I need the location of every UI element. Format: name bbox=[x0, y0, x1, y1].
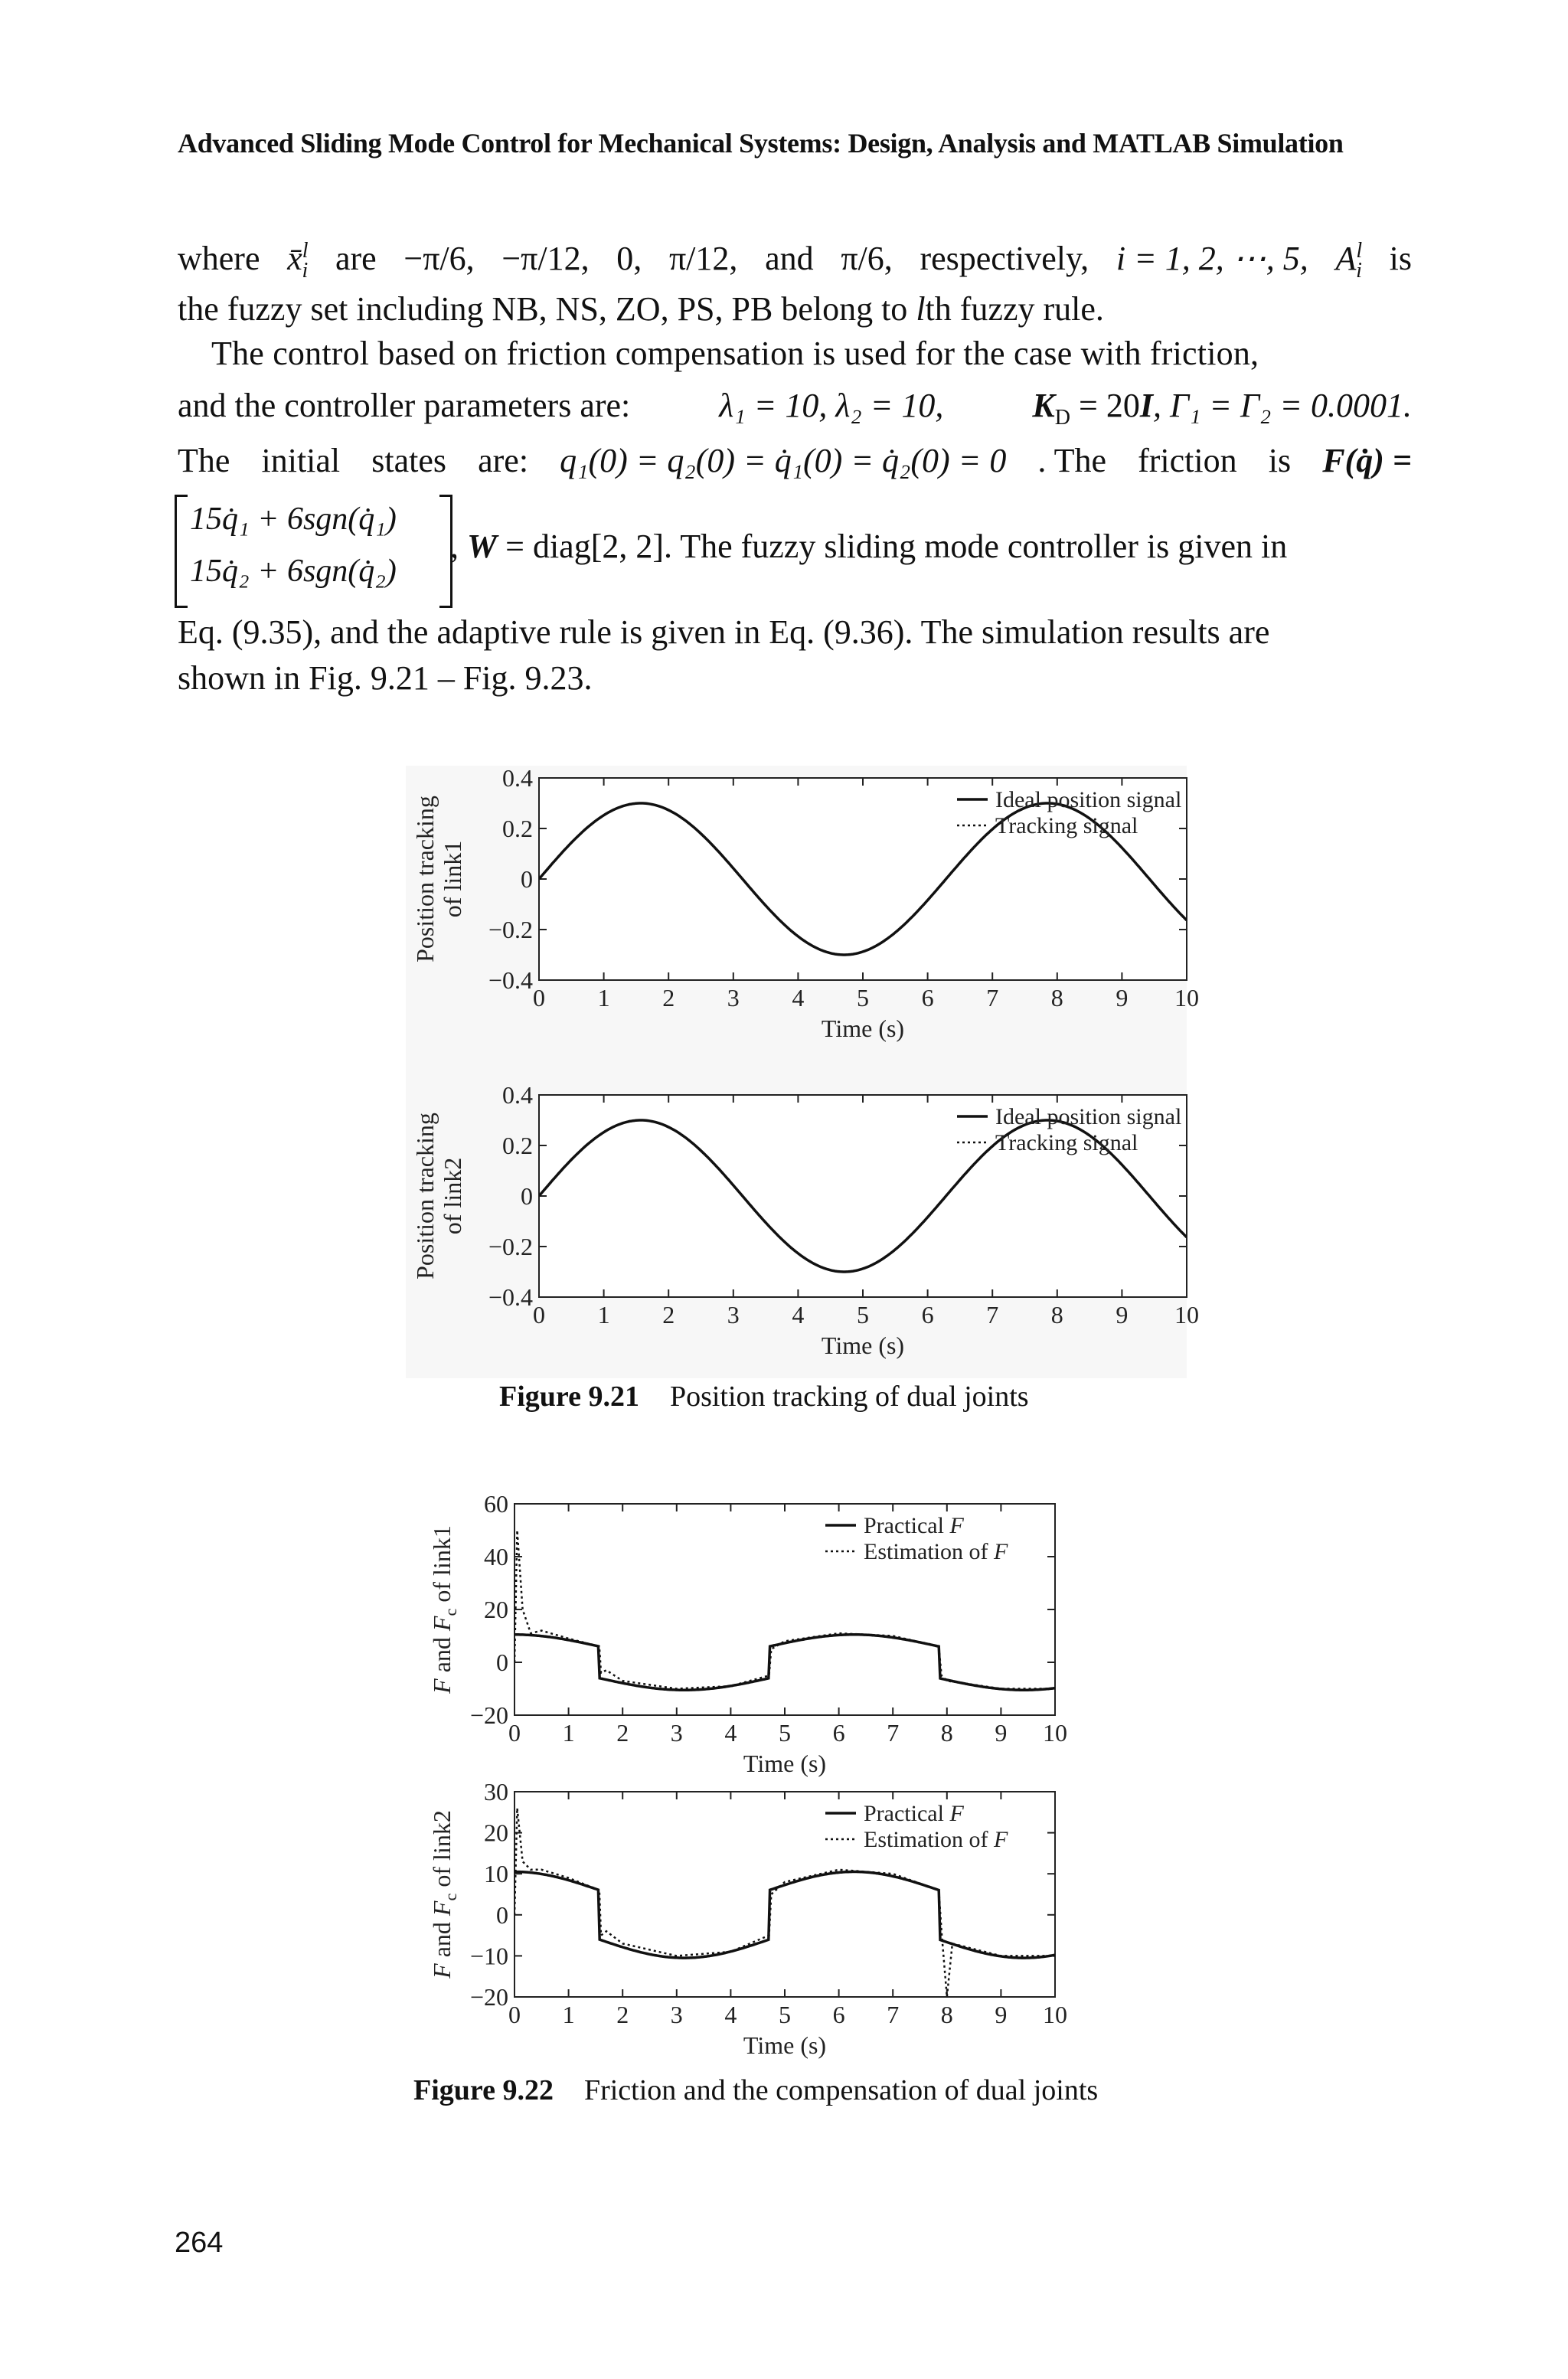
y-axis-label-part: F bbox=[428, 1616, 456, 1632]
y-tick-label: 0 bbox=[496, 1900, 508, 1929]
word: friction bbox=[1138, 442, 1237, 479]
x-tick-label: 7 bbox=[986, 984, 999, 1011]
y-axis-label-part: of link1 bbox=[428, 1525, 456, 1609]
legend-label-part: Estimation of bbox=[864, 1827, 994, 1852]
y-axis-label bbox=[428, 1810, 460, 1979]
word: is bbox=[1268, 442, 1292, 479]
caption-label: Figure 9.22 bbox=[413, 2074, 554, 2106]
text: th fuzzy rule. bbox=[925, 290, 1104, 328]
x-tick-label: 5 bbox=[857, 984, 869, 1011]
figure-9-21 bbox=[406, 764, 1199, 1378]
legend-label-part: F bbox=[993, 1539, 1008, 1564]
chart-link1-friction bbox=[428, 1490, 1067, 1777]
x-tick-label: 2 bbox=[616, 2001, 629, 2028]
matrix-row-2: 15q̇₂ + 6sgn(q̇₂) bbox=[190, 554, 397, 589]
y-axis-label-part: F bbox=[428, 1678, 456, 1694]
para1-line1 bbox=[178, 239, 1412, 283]
y-axis-label-part: and bbox=[428, 1631, 456, 1679]
x-tick-label: 0 bbox=[508, 2001, 521, 2028]
x-tick-label: 3 bbox=[670, 1719, 683, 1747]
y-tick-label: 0 bbox=[496, 1649, 508, 1676]
y-axis-label-part: c bbox=[441, 1893, 460, 1901]
x-tick-label: 4 bbox=[724, 2001, 737, 2028]
y-tick-label: 20 bbox=[484, 1819, 508, 1847]
rule-index: l bbox=[916, 290, 926, 328]
y-tick-label: 0 bbox=[521, 1182, 533, 1210]
word: respectively, bbox=[920, 240, 1089, 277]
y-axis-label-part: of link2 bbox=[428, 1810, 456, 1894]
x-tick-label: 10 bbox=[1174, 1301, 1199, 1328]
legend-label bbox=[864, 1827, 1008, 1852]
legend-label-part: Practical bbox=[864, 1801, 950, 1826]
x-tick-label: 6 bbox=[921, 984, 934, 1011]
y-axis-label-part: and bbox=[428, 1916, 456, 1964]
para2-line5: Eq. (9.35), and the adaptive rule is given in Eq. (9.36). The simulation results are bbox=[178, 613, 1270, 651]
legend-label bbox=[864, 1801, 964, 1826]
figure-9-22 bbox=[421, 1485, 1156, 2067]
para2-line2 bbox=[178, 386, 1412, 430]
value: π/12, bbox=[668, 240, 738, 277]
x-tick-label: 1 bbox=[597, 1301, 610, 1328]
y-axis-label-part: F bbox=[428, 1900, 456, 1917]
x-tick-label: 4 bbox=[792, 984, 805, 1011]
chart-link2-friction bbox=[428, 1778, 1067, 2059]
x-tick-label: 7 bbox=[887, 2001, 900, 2028]
text: the fuzzy set including NB, NS, ZO, PS, PB belong to bbox=[178, 290, 908, 328]
page-number: 264 bbox=[175, 2227, 224, 2259]
word: is bbox=[1389, 240, 1412, 277]
word: are bbox=[335, 240, 377, 277]
friction-symbol: F(q̇) = bbox=[1322, 442, 1412, 479]
para2-line4 bbox=[450, 527, 1412, 566]
x-tick-label: 6 bbox=[832, 1719, 845, 1747]
x-tick-label: 8 bbox=[1050, 1301, 1063, 1328]
x-tick-label: 4 bbox=[724, 1719, 737, 1747]
x-tick-label: 6 bbox=[832, 2001, 845, 2028]
legend-label bbox=[864, 1539, 1008, 1564]
y-axis-label: Position tracking bbox=[411, 796, 439, 962]
x-tick-label: 0 bbox=[533, 1301, 545, 1328]
x-tick-label: 4 bbox=[792, 1301, 805, 1328]
legend-label-part: F bbox=[993, 1827, 1008, 1852]
running-header: Advanced Sliding Mode Control for Mechanical Systems: Design, Analysis and MATLAB Simulation bbox=[178, 128, 1344, 158]
x-axis-label: Time (s) bbox=[743, 1750, 827, 1777]
y-tick-label: 30 bbox=[484, 1778, 508, 1805]
y-tick-label: −0.4 bbox=[488, 1283, 533, 1311]
x-tick-label: 2 bbox=[662, 984, 675, 1011]
gain-param: $K_D = 20I$, Γ₁ = Γ₂ = 0.0001. bbox=[1032, 387, 1412, 430]
y-tick-label: 40 bbox=[484, 1543, 508, 1570]
x-tick-label: 9 bbox=[995, 1719, 1008, 1747]
x-tick-label: 1 bbox=[562, 1719, 575, 1747]
text: The control based on friction compensation is used for the case with friction, bbox=[211, 335, 1259, 372]
y-axis-label-part: c bbox=[441, 1608, 460, 1616]
plot-frame bbox=[514, 1504, 1055, 1715]
x-tick-label: 3 bbox=[670, 2001, 683, 2028]
value: 0, bbox=[616, 240, 642, 277]
plot-frame bbox=[514, 1792, 1055, 1997]
y-axis-label-part: F bbox=[428, 1963, 456, 1979]
y-axis-label: of link2 bbox=[439, 1157, 466, 1235]
matrix-tail: , W = diag[2, 2]. The fuzzy sliding mode controller is given in bbox=[450, 528, 1288, 565]
x-tick-label: 2 bbox=[662, 1301, 675, 1328]
fuzzy-set-symbol: $A^l_i$ bbox=[1335, 239, 1363, 283]
x-tick-label: 7 bbox=[887, 1719, 900, 1747]
x-tick-label: 9 bbox=[995, 2001, 1008, 2028]
y-tick-label: 0.2 bbox=[502, 1132, 533, 1159]
y-tick-label: 20 bbox=[484, 1596, 508, 1623]
legend-label-part: Estimation of bbox=[864, 1539, 994, 1564]
value: −π/6, bbox=[403, 240, 475, 277]
lambda-params: λ₁ = 10, λ₂ = 10, bbox=[719, 387, 944, 424]
bracket-left bbox=[175, 495, 188, 608]
y-tick-label: −0.4 bbox=[488, 966, 533, 994]
x-tick-label: 10 bbox=[1043, 1719, 1067, 1747]
x-tick-label: 5 bbox=[779, 1719, 791, 1747]
legend-label-part: F bbox=[949, 1513, 964, 1538]
y-tick-label: −10 bbox=[469, 1942, 508, 1970]
y-tick-label: 10 bbox=[484, 1860, 508, 1888]
caption-text: Friction and the compensation of dual joints bbox=[583, 2074, 1099, 2106]
legend-label bbox=[864, 1513, 964, 1538]
para2-line3 bbox=[178, 441, 1412, 480]
x-tick-label: 8 bbox=[1050, 984, 1063, 1011]
y-tick-label: 60 bbox=[484, 1490, 508, 1518]
x-tick-label: 10 bbox=[1174, 984, 1199, 1011]
x-tick-label: 9 bbox=[1116, 984, 1129, 1011]
y-axis-label: Position tracking bbox=[411, 1113, 439, 1279]
x-tick-label: 2 bbox=[616, 1719, 629, 1747]
para2-line1 bbox=[211, 334, 1412, 373]
x-tick-label: 0 bbox=[533, 984, 545, 1011]
caption-label: Figure 9.21 bbox=[499, 1381, 639, 1413]
y-tick-label: −0.2 bbox=[488, 916, 533, 943]
x-tick-label: 8 bbox=[940, 2001, 953, 2028]
x-axis-label: Time (s) bbox=[743, 2031, 827, 2059]
word: and bbox=[765, 240, 814, 277]
figure-9-21-caption bbox=[499, 1380, 1029, 1413]
y-tick-label: 0.2 bbox=[502, 815, 533, 842]
y-tick-label: −0.2 bbox=[488, 1233, 533, 1260]
x-tick-label: 0 bbox=[508, 1719, 521, 1747]
value: −π/12, bbox=[501, 240, 590, 277]
word: states bbox=[371, 442, 447, 479]
y-axis-label: of link1 bbox=[439, 840, 466, 918]
x-tick-label: 5 bbox=[779, 2001, 791, 2028]
x-tick-label: 1 bbox=[562, 2001, 575, 2028]
x-tick-label: 3 bbox=[727, 984, 740, 1011]
y-axis-label bbox=[428, 1525, 460, 1694]
y-tick-label: 0.4 bbox=[502, 764, 533, 792]
legend-label-part: F bbox=[949, 1801, 964, 1826]
word: The bbox=[178, 442, 230, 479]
x-tick-label: 8 bbox=[940, 1719, 953, 1747]
para2-line6: shown in Fig. 9.21 – Fig. 9.23. bbox=[178, 659, 593, 697]
friction-matrix bbox=[175, 495, 450, 609]
y-tick-label: −20 bbox=[469, 1701, 508, 1729]
x-tick-label: 6 bbox=[921, 1301, 934, 1328]
word: are: bbox=[478, 442, 529, 479]
legend-label: Ideal position signal bbox=[995, 1104, 1182, 1129]
legend-label-part: Practical bbox=[864, 1513, 950, 1538]
word: . The bbox=[1037, 442, 1107, 479]
x-axis-label: Time (s) bbox=[821, 1015, 905, 1042]
legend-label: Ideal position signal bbox=[995, 787, 1182, 812]
legend-label: Tracking signal bbox=[995, 813, 1138, 838]
x-bar-symbol: x̄$^l_i$ bbox=[287, 239, 309, 283]
x-tick-label: 3 bbox=[727, 1301, 740, 1328]
text: and the controller parameters are: bbox=[178, 387, 631, 424]
caption-text: Position tracking of dual joints bbox=[669, 1381, 1029, 1413]
x-tick-label: 1 bbox=[597, 984, 610, 1011]
y-tick-label: −20 bbox=[469, 1983, 508, 2011]
index-range: i = 1, 2, ⋯, 5, bbox=[1116, 240, 1308, 277]
x-tick-label: 10 bbox=[1043, 2001, 1067, 2028]
x-tick-label: 9 bbox=[1116, 1301, 1129, 1328]
x-tick-label: 5 bbox=[857, 1301, 869, 1328]
initial-states: q₁(0) = q₂(0) = q̇₁(0) = q̇₂(0) = 0 bbox=[560, 442, 1007, 479]
y-tick-label: 0.4 bbox=[502, 1081, 533, 1109]
matrix-row-1: 15q̇₁ + 6sgn(q̇₁) bbox=[190, 502, 397, 537]
word: where bbox=[178, 240, 260, 277]
y-tick-label: 0 bbox=[521, 865, 533, 893]
word: initial bbox=[261, 442, 341, 479]
para1-line2 bbox=[178, 289, 1412, 328]
value: π/6, bbox=[841, 240, 893, 277]
x-tick-label: 7 bbox=[986, 1301, 999, 1328]
figure-9-22-caption bbox=[413, 2073, 1098, 2107]
legend-label: Tracking signal bbox=[995, 1130, 1138, 1155]
x-axis-label: Time (s) bbox=[821, 1332, 905, 1359]
